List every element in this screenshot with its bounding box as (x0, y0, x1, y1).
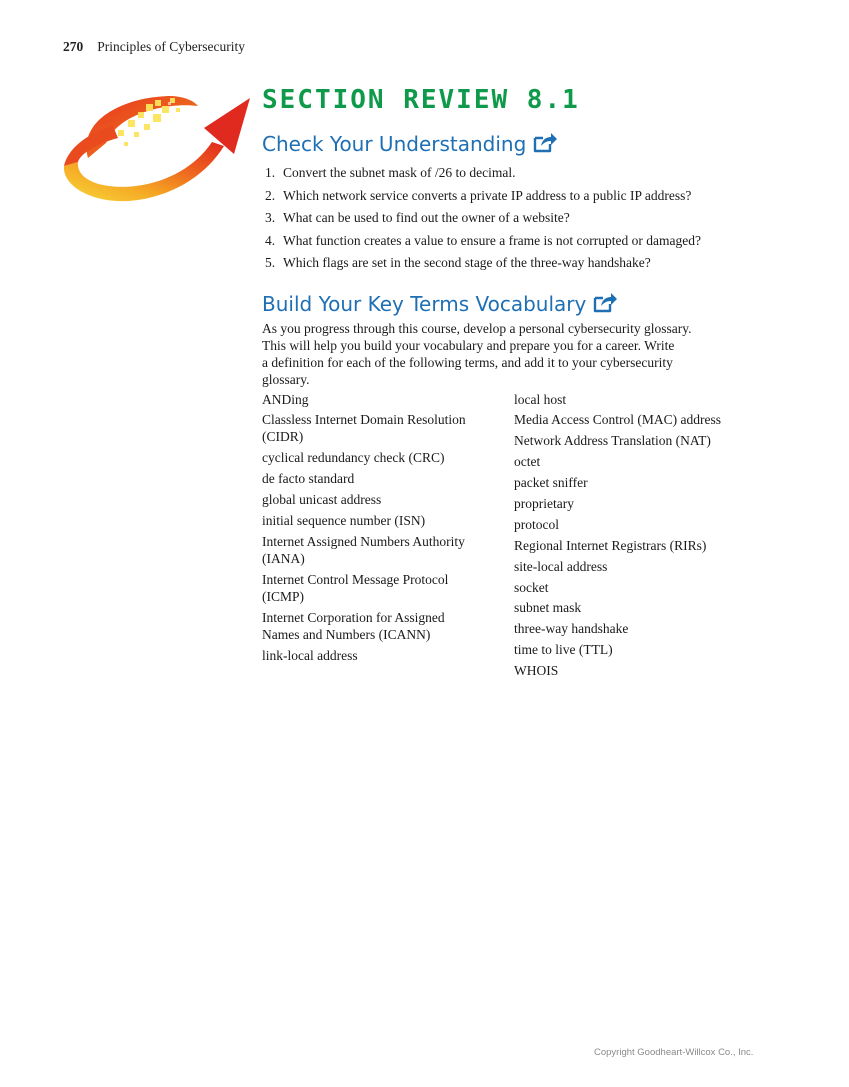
question-list (262, 162, 772, 275)
question-number: 5. (265, 255, 276, 270)
running-head (63, 39, 245, 55)
list-item (262, 207, 772, 230)
term-text: link-local address (262, 647, 358, 663)
list-item (262, 230, 772, 253)
question-number: 1. (265, 165, 276, 180)
key-terms-label: Build Your Key Terms Vocabulary (262, 291, 587, 316)
list-item (262, 391, 514, 408)
list-item: Media Access Control (MAC) address (514, 412, 721, 428)
question-number: 2. (265, 187, 276, 203)
list-item: proprietary (514, 495, 574, 511)
question-text: What can be used to find out the owner of a website? (283, 210, 570, 225)
list-item (262, 185, 772, 208)
list-item (262, 449, 514, 466)
term-text: initial sequence number (ISN) (262, 512, 426, 528)
intro-line: glossary. (262, 371, 310, 387)
question-text: Which network service converts a private IP address to a public IP address? (283, 187, 692, 203)
check-understanding-heading (262, 131, 772, 157)
list-item (262, 571, 514, 605)
term-text: de facto standard (262, 471, 355, 487)
list-item: Regional Internet Registrars (RIRs) (514, 537, 707, 553)
page-number: 270 (63, 39, 84, 54)
section-review (262, 84, 772, 683)
intro-line: a definition for each of the following terms, and add it to your cybersecurity (262, 354, 673, 370)
key-terms-list (262, 391, 772, 683)
term-text: Classless Internet Domain Resolution (262, 412, 466, 428)
share-icon[interactable] (592, 291, 618, 313)
share-icon[interactable] (532, 131, 558, 153)
term-text: ANDing (262, 391, 309, 407)
list-item (262, 491, 514, 508)
term-text-continued: Names and Numbers (ICANN) (262, 626, 431, 642)
question-number: 3. (265, 210, 276, 225)
term-text: cyclical redundancy check (CRC) (262, 450, 445, 466)
list-item: site-local address (514, 558, 608, 574)
list-item: octet (514, 454, 541, 470)
term-text: Internet Control Message Protocol (262, 571, 449, 587)
list-item: Network Address Translation (NAT) (514, 433, 711, 449)
terms-column-right (514, 391, 772, 683)
check-understanding-label: Check Your Understanding (262, 132, 527, 156)
list-item (262, 609, 514, 643)
intro-line: As you progress through this course, develop a personal cybersecurity glossary. (262, 320, 692, 336)
book-title: Principles of Cybersecurity (97, 39, 245, 54)
term-text-continued: (IANA) (262, 550, 305, 566)
list-item: subnet mask (514, 600, 582, 616)
terms-column-left (262, 391, 514, 683)
term-text: Internet Corporation for Assigned (262, 609, 445, 625)
copyright-notice: Copyright Goodheart-Willcox Co., Inc. (594, 1047, 754, 1058)
list-item (262, 533, 514, 567)
list-item: local host (514, 391, 567, 407)
section-title: SECTION REVIEW 8.1 (262, 85, 580, 115)
list-item: time to live (TTL) (514, 642, 613, 658)
list-item: socket (514, 579, 549, 595)
swoosh-arrow-icon (58, 88, 258, 208)
question-text: Which flags are set in the second stage of the three-way handshake? (283, 255, 651, 270)
list-item (262, 647, 514, 664)
term-text: global unicast address (262, 492, 382, 508)
term-text-continued: (ICMP) (262, 588, 305, 604)
list-item: protocol (514, 516, 560, 532)
question-number: 4. (265, 232, 276, 248)
list-item (262, 162, 772, 185)
list-item (262, 411, 514, 445)
list-item: packet sniffer (514, 475, 588, 491)
question-text: Convert the subnet mask of /26 to decimal. (283, 165, 516, 180)
list-item (262, 470, 514, 487)
list-item: three-way handshake (514, 621, 629, 637)
term-text: Internet Assigned Numbers Authority (262, 533, 465, 549)
list-item (262, 512, 514, 529)
intro-line: This will help you build your vocabulary and prepare you for a career. Write (262, 337, 675, 353)
vocab-intro (262, 320, 762, 388)
list-item (262, 252, 772, 275)
list-item: WHOIS (514, 663, 559, 679)
question-text: What function creates a value to ensure a frame is not corrupted or damaged? (283, 232, 701, 248)
term-text-continued: (CIDR) (262, 429, 304, 445)
key-terms-heading (262, 291, 772, 317)
